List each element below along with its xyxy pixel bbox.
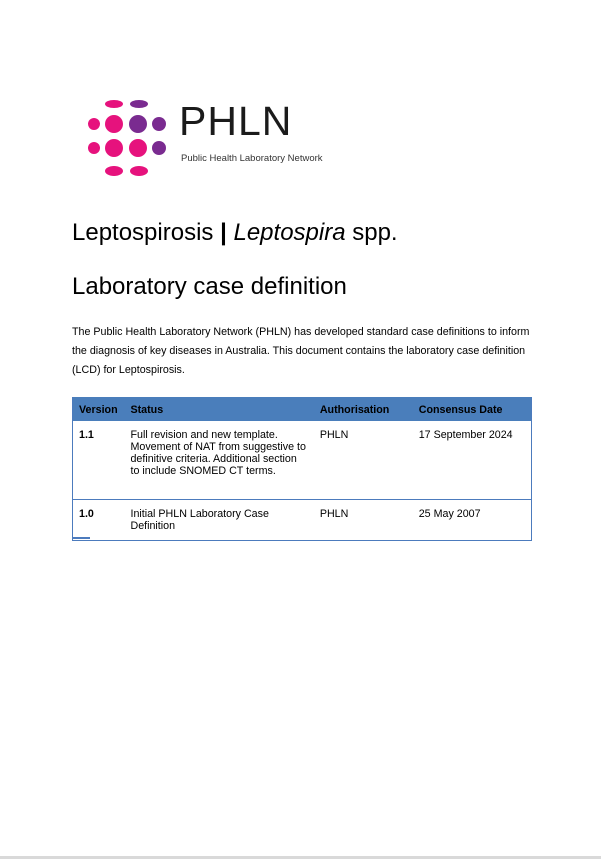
column-header-consensus-date: Consensus Date	[413, 397, 532, 421]
document-title	[72, 219, 398, 247]
date-cell: 25 May 2007	[413, 500, 532, 541]
intro-paragraph: The Public Health Laboratory Network (PHLN) has developed standard case definitions to inform the diagnosis of key diseases in Australia. This document contains the laboratory case definition (LCD) for Leptospirosis.	[72, 326, 530, 376]
column-header-version: Version	[73, 397, 125, 421]
column-header-authorisation: Authorisation	[314, 397, 413, 421]
table-row	[73, 500, 532, 541]
version-table	[72, 397, 532, 541]
authorisation-cell: PHLN	[314, 421, 413, 500]
table-row	[73, 421, 532, 500]
logo-subtitle: Public Health Laboratory Network	[181, 153, 323, 164]
title-separator: |	[213, 219, 234, 246]
logo-wordmark: PHLN	[179, 98, 293, 144]
title-genus: Leptospira	[233, 219, 346, 246]
status-cell: Full revision and new template. Movement of NAT from suggestive to definitive criteria. Additional section to include SNOMED CT terms.	[124, 421, 313, 500]
version-table-header	[73, 397, 532, 421]
document-subtitle: Laboratory case definition	[72, 273, 347, 300]
version-cell: 1.1	[73, 421, 125, 500]
title-disease: Leptospirosis	[72, 219, 214, 246]
phln-logo-mark-icon	[86, 98, 168, 178]
authorisation-cell: PHLN	[319, 508, 349, 520]
phln-logo	[86, 98, 326, 178]
version-cell: 1.0	[73, 500, 125, 541]
table-underline	[72, 537, 90, 539]
title-suffix: spp.	[345, 219, 398, 246]
column-header-status: Status	[124, 397, 313, 421]
status-cell: Initial PHLN Laboratory Case Definition	[130, 508, 269, 532]
date-cell: 17 September 2024	[413, 421, 532, 500]
